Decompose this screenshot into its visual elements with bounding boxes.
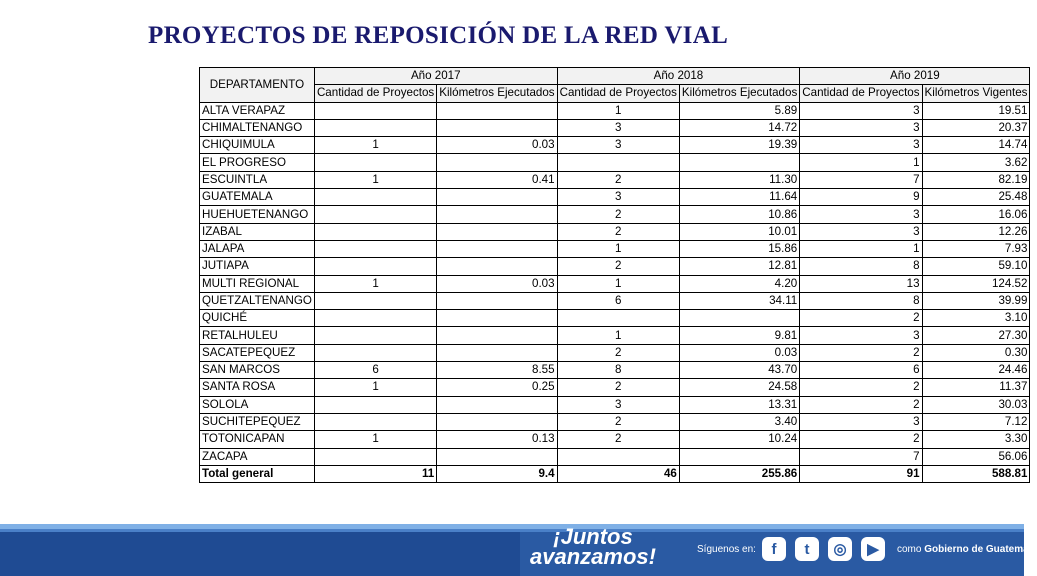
table-row — [200, 344, 1030, 361]
table-row — [200, 362, 1030, 379]
value-cell: 9.81 — [679, 327, 799, 344]
footer-banner — [0, 524, 1037, 576]
table-row — [200, 396, 1030, 413]
value-cell: 59.10 — [922, 258, 1030, 275]
sub-header: Cantidad de Proyectos — [800, 85, 922, 102]
value-cell: 11 — [314, 465, 436, 482]
value-cell — [314, 396, 436, 413]
value-cell: 9 — [800, 189, 922, 206]
value-cell: 2 — [557, 206, 679, 223]
value-cell: 6 — [800, 362, 922, 379]
department-cell: Total general — [200, 465, 315, 482]
value-cell: 8.55 — [437, 362, 557, 379]
value-cell: 255.86 — [679, 465, 799, 482]
value-cell: 0.03 — [437, 137, 557, 154]
value-cell: 14.72 — [679, 119, 799, 136]
value-cell: 10.24 — [679, 431, 799, 448]
value-cell: 124.52 — [922, 275, 1030, 292]
value-cell — [314, 102, 436, 119]
value-cell: 12.26 — [922, 223, 1030, 240]
youtube-icon[interactable]: ▶ — [861, 537, 885, 561]
value-cell: 0.03 — [679, 344, 799, 361]
value-cell: 2 — [800, 310, 922, 327]
value-cell: 12.81 — [679, 258, 799, 275]
department-cell: QUICHÉ — [200, 310, 315, 327]
value-cell: 15.86 — [679, 240, 799, 257]
value-cell: 2 — [557, 413, 679, 430]
value-cell: 6 — [557, 292, 679, 309]
table-row — [200, 154, 1030, 171]
value-cell: 3 — [800, 102, 922, 119]
value-cell: 2 — [557, 379, 679, 396]
value-cell — [314, 448, 436, 465]
value-cell: 27.30 — [922, 327, 1030, 344]
slogan-line-1: ¡Juntos — [553, 524, 633, 549]
value-cell: 39.99 — [922, 292, 1030, 309]
table-row — [200, 258, 1030, 275]
value-cell: 1 — [314, 275, 436, 292]
table-row — [200, 379, 1030, 396]
value-cell: 1 — [314, 379, 436, 396]
value-cell: 3 — [800, 119, 922, 136]
value-cell: 1 — [800, 154, 922, 171]
value-cell: 14.74 — [922, 137, 1030, 154]
value-cell — [314, 119, 436, 136]
department-cell: QUETZALTENANGO — [200, 292, 315, 309]
value-cell: 3 — [800, 137, 922, 154]
value-cell: 7 — [800, 171, 922, 188]
value-cell: 6 — [314, 362, 436, 379]
value-cell: 1 — [557, 275, 679, 292]
value-cell: 2 — [557, 171, 679, 188]
value-cell: 1 — [557, 240, 679, 257]
value-cell: 13.31 — [679, 396, 799, 413]
value-cell: 3 — [557, 396, 679, 413]
sub-header: Cantidad de Proyectos — [557, 85, 679, 102]
value-cell: 3 — [557, 119, 679, 136]
value-cell — [314, 223, 436, 240]
value-cell — [437, 240, 557, 257]
sub-header: Kilómetros Ejecutados — [437, 85, 557, 102]
value-cell: 1 — [557, 327, 679, 344]
value-cell: 2 — [557, 344, 679, 361]
department-cell: GUATEMALA — [200, 189, 315, 206]
table-row — [200, 275, 1030, 292]
table-row — [200, 137, 1030, 154]
value-cell — [437, 413, 557, 430]
value-cell: 43.70 — [679, 362, 799, 379]
value-cell: 10.86 — [679, 206, 799, 223]
value-cell — [314, 206, 436, 223]
table-row — [200, 171, 1030, 188]
value-cell — [314, 240, 436, 257]
projects-table — [199, 67, 1030, 483]
org-name: Gobierno de Guatemala — [924, 544, 1037, 555]
value-cell — [557, 310, 679, 327]
value-cell: 588.81 — [922, 465, 1030, 482]
value-cell — [314, 154, 436, 171]
value-cell: 3.40 — [679, 413, 799, 430]
value-cell: 2 — [557, 223, 679, 240]
value-cell: 0.03 — [437, 275, 557, 292]
value-cell — [314, 258, 436, 275]
value-cell — [314, 310, 436, 327]
department-cell: IZABAL — [200, 223, 315, 240]
value-cell: 1 — [314, 171, 436, 188]
value-cell: 46 — [557, 465, 679, 482]
value-cell: 3 — [800, 206, 922, 223]
value-cell: 0.25 — [437, 379, 557, 396]
value-cell: 8 — [800, 292, 922, 309]
table-row — [200, 431, 1030, 448]
value-cell: 3 — [800, 223, 922, 240]
value-cell: 24.58 — [679, 379, 799, 396]
value-cell: 2 — [800, 379, 922, 396]
sub-header: Kilómetros Vigentes — [922, 85, 1030, 102]
value-cell — [314, 292, 436, 309]
table-row — [200, 119, 1030, 136]
department-cell: EL PROGRESO — [200, 154, 315, 171]
table-row — [200, 206, 1030, 223]
value-cell: 19.51 — [922, 102, 1030, 119]
value-cell — [679, 154, 799, 171]
value-cell — [314, 413, 436, 430]
department-cell: JALAPA — [200, 240, 315, 257]
value-cell — [679, 448, 799, 465]
department-cell: RETALHULEU — [200, 327, 315, 344]
value-cell — [314, 189, 436, 206]
table-row — [200, 448, 1030, 465]
department-cell: SACATEPEQUEZ — [200, 344, 315, 361]
value-cell: 3 — [800, 327, 922, 344]
value-cell — [437, 310, 557, 327]
value-cell: 11.37 — [922, 379, 1030, 396]
value-cell: 7.93 — [922, 240, 1030, 257]
table-row — [200, 240, 1030, 257]
table-row — [200, 223, 1030, 240]
slogan-logo — [518, 524, 668, 569]
value-cell — [557, 448, 679, 465]
como-text: como — [897, 544, 922, 555]
value-cell: 8 — [557, 362, 679, 379]
social-icons — [762, 537, 885, 561]
twitter-icon[interactable]: t — [795, 537, 819, 561]
value-cell: 3 — [557, 189, 679, 206]
department-cell: MULTI REGIONAL — [200, 275, 315, 292]
facebook-icon[interactable]: f — [762, 537, 786, 561]
value-cell: 7 — [800, 448, 922, 465]
value-cell: 25.48 — [922, 189, 1030, 206]
value-cell: 1 — [800, 240, 922, 257]
department-cell: SUCHITEPEQUEZ — [200, 413, 315, 430]
year-2019-header: Año 2019 — [800, 68, 1030, 85]
value-cell — [437, 344, 557, 361]
value-cell — [437, 154, 557, 171]
government-credit — [897, 544, 1037, 555]
value-cell: 1 — [314, 137, 436, 154]
department-cell: CHIQUIMULA — [200, 137, 315, 154]
value-cell — [437, 119, 557, 136]
value-cell: 1 — [557, 102, 679, 119]
value-cell: 0.30 — [922, 344, 1030, 361]
department-cell: SOLOLA — [200, 396, 315, 413]
table-row — [200, 413, 1030, 430]
value-cell: 16.06 — [922, 206, 1030, 223]
department-cell: SAN MARCOS — [200, 362, 315, 379]
value-cell — [557, 154, 679, 171]
value-cell: 10.01 — [679, 223, 799, 240]
value-cell: 9.4 — [437, 465, 557, 482]
value-cell: 3 — [800, 413, 922, 430]
value-cell — [679, 310, 799, 327]
table-row — [200, 327, 1030, 344]
value-cell — [314, 344, 436, 361]
value-cell: 3.62 — [922, 154, 1030, 171]
department-cell: HUEHUETENANGO — [200, 206, 315, 223]
value-cell: 11.64 — [679, 189, 799, 206]
value-cell: 7.12 — [922, 413, 1030, 430]
sub-header: Cantidad de Proyectos — [314, 85, 436, 102]
value-cell: 4.20 — [679, 275, 799, 292]
value-cell: 2 — [800, 344, 922, 361]
total-row — [200, 465, 1030, 482]
footer-stripe — [0, 529, 1024, 532]
value-cell: 1 — [314, 431, 436, 448]
value-cell — [437, 223, 557, 240]
table-row — [200, 189, 1030, 206]
value-cell — [314, 327, 436, 344]
value-cell — [437, 396, 557, 413]
value-cell — [437, 448, 557, 465]
department-cell: SANTA ROSA — [200, 379, 315, 396]
value-cell: 24.46 — [922, 362, 1030, 379]
value-cell: 0.41 — [437, 171, 557, 188]
value-cell: 11.30 — [679, 171, 799, 188]
value-cell: 34.11 — [679, 292, 799, 309]
value-cell: 82.19 — [922, 171, 1030, 188]
value-cell: 2 — [557, 258, 679, 275]
value-cell: 30.03 — [922, 396, 1030, 413]
department-cell: ALTA VERAPAZ — [200, 102, 315, 119]
value-cell: 13 — [800, 275, 922, 292]
value-cell: 2 — [800, 396, 922, 413]
value-cell: 3.30 — [922, 431, 1030, 448]
value-cell: 56.06 — [922, 448, 1030, 465]
value-cell: 20.37 — [922, 119, 1030, 136]
value-cell — [437, 258, 557, 275]
value-cell: 3.10 — [922, 310, 1030, 327]
value-cell: 2 — [557, 431, 679, 448]
department-cell: TOTONICAPAN — [200, 431, 315, 448]
instagram-icon[interactable]: ◎ — [828, 537, 852, 561]
department-header: DEPARTAMENTO — [200, 68, 315, 103]
year-2018-header: Año 2018 — [557, 68, 800, 85]
value-cell: 91 — [800, 465, 922, 482]
value-cell — [437, 292, 557, 309]
department-cell: CHIMALTENANGO — [200, 119, 315, 136]
department-cell: ESCUINTLA — [200, 171, 315, 188]
table-row — [200, 310, 1030, 327]
value-cell: 2 — [800, 431, 922, 448]
value-cell — [437, 102, 557, 119]
value-cell — [437, 189, 557, 206]
value-cell: 19.39 — [679, 137, 799, 154]
value-cell — [437, 206, 557, 223]
year-2017-header: Año 2017 — [314, 68, 557, 85]
department-cell: JUTIAPA — [200, 258, 315, 275]
table-row — [200, 102, 1030, 119]
slogan-line-2: avanzamos! — [530, 544, 656, 569]
value-cell — [437, 327, 557, 344]
follow-text: Síguenos en: — [697, 544, 756, 555]
page-title: PROYECTOS DE REPOSICIÓN DE LA RED VIAL — [148, 22, 729, 49]
sub-header: Kilómetros Ejecutados — [679, 85, 799, 102]
value-cell: 5.89 — [679, 102, 799, 119]
value-cell: 0.13 — [437, 431, 557, 448]
value-cell: 3 — [557, 137, 679, 154]
table-row — [200, 292, 1030, 309]
department-cell: ZACAPA — [200, 448, 315, 465]
value-cell: 8 — [800, 258, 922, 275]
